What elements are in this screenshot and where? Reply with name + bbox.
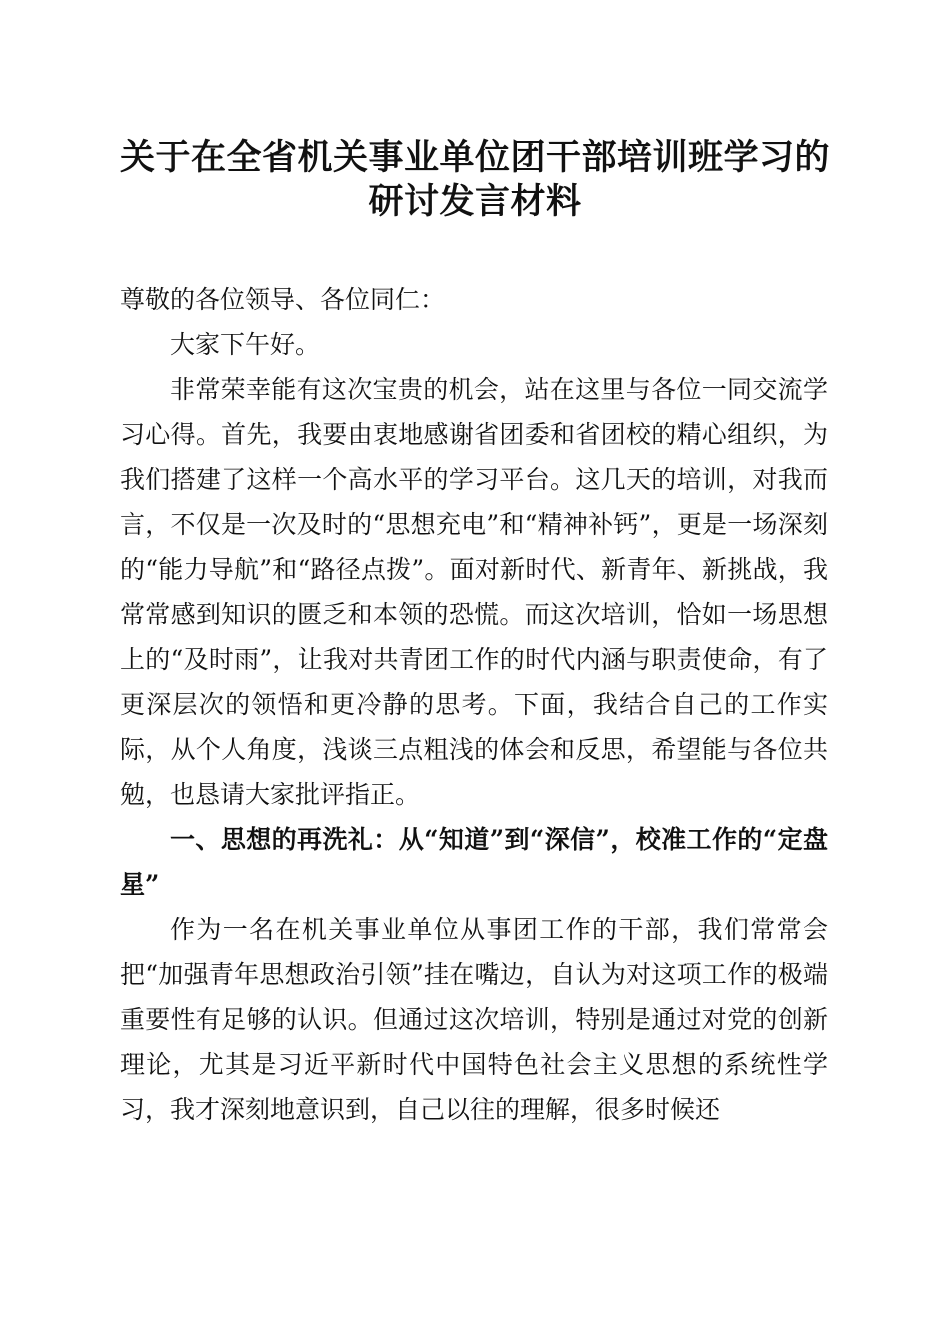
- paragraph-opening: 大家下午好。: [170, 330, 321, 359]
- document-body: [120, 277, 828, 1132]
- document-title: [100, 136, 850, 224]
- title-line-2: 研讨发言材料: [368, 181, 582, 222]
- greeting: 尊敬的各位领导、各位同仁：: [120, 285, 446, 314]
- title-line-1: 关于在全省机关事业单位团干部培训班学习的: [119, 137, 830, 178]
- paragraph-section-1: 作为一名在机关事业单位从事团工作的干部，我们常常会把“加强青年思想政治引领”挂在嘴边，自认为对这项工作的极端重要性有足够的认识。但通过这次培训，特别是通过对党的创新理论，尤其是习近平新时代中国特色社会主义思想的系统性学习，我才深刻地意识到，自己以往的理解，很多时候还: [120, 915, 828, 1124]
- section-heading-1: 一、思想的再洗礼：从“知道”到“深信”，校准工作的“定盘星”: [120, 825, 828, 899]
- paragraph-intro: 非常荣幸能有这次宝贵的机会，站在这里与各位一同交流学习心得。首先，我要由衷地感谢省团委和省团校的精心组织，为我们搭建了这样一个高水平的学习平台。这几天的培训，对我而言，不仅是一次及时的“思想充电”和“精神补钙”，更是一场深刻的“能力导航”和“路径点拨”。面对新时代、新青年、新挑战，我常常感到知识的匮乏和本领的恐慌。而这次培训，恰如一场思想上的“及时雨”，让我对共青团工作的时代内涵与职责使命，有了更深层次的领悟和更冷静的思考。下面，我结合自己的工作实际，从个人角度，浅谈三点粗浅的体会和反思，希望能与各位共勉，也恳请大家批评指正。: [120, 375, 828, 809]
